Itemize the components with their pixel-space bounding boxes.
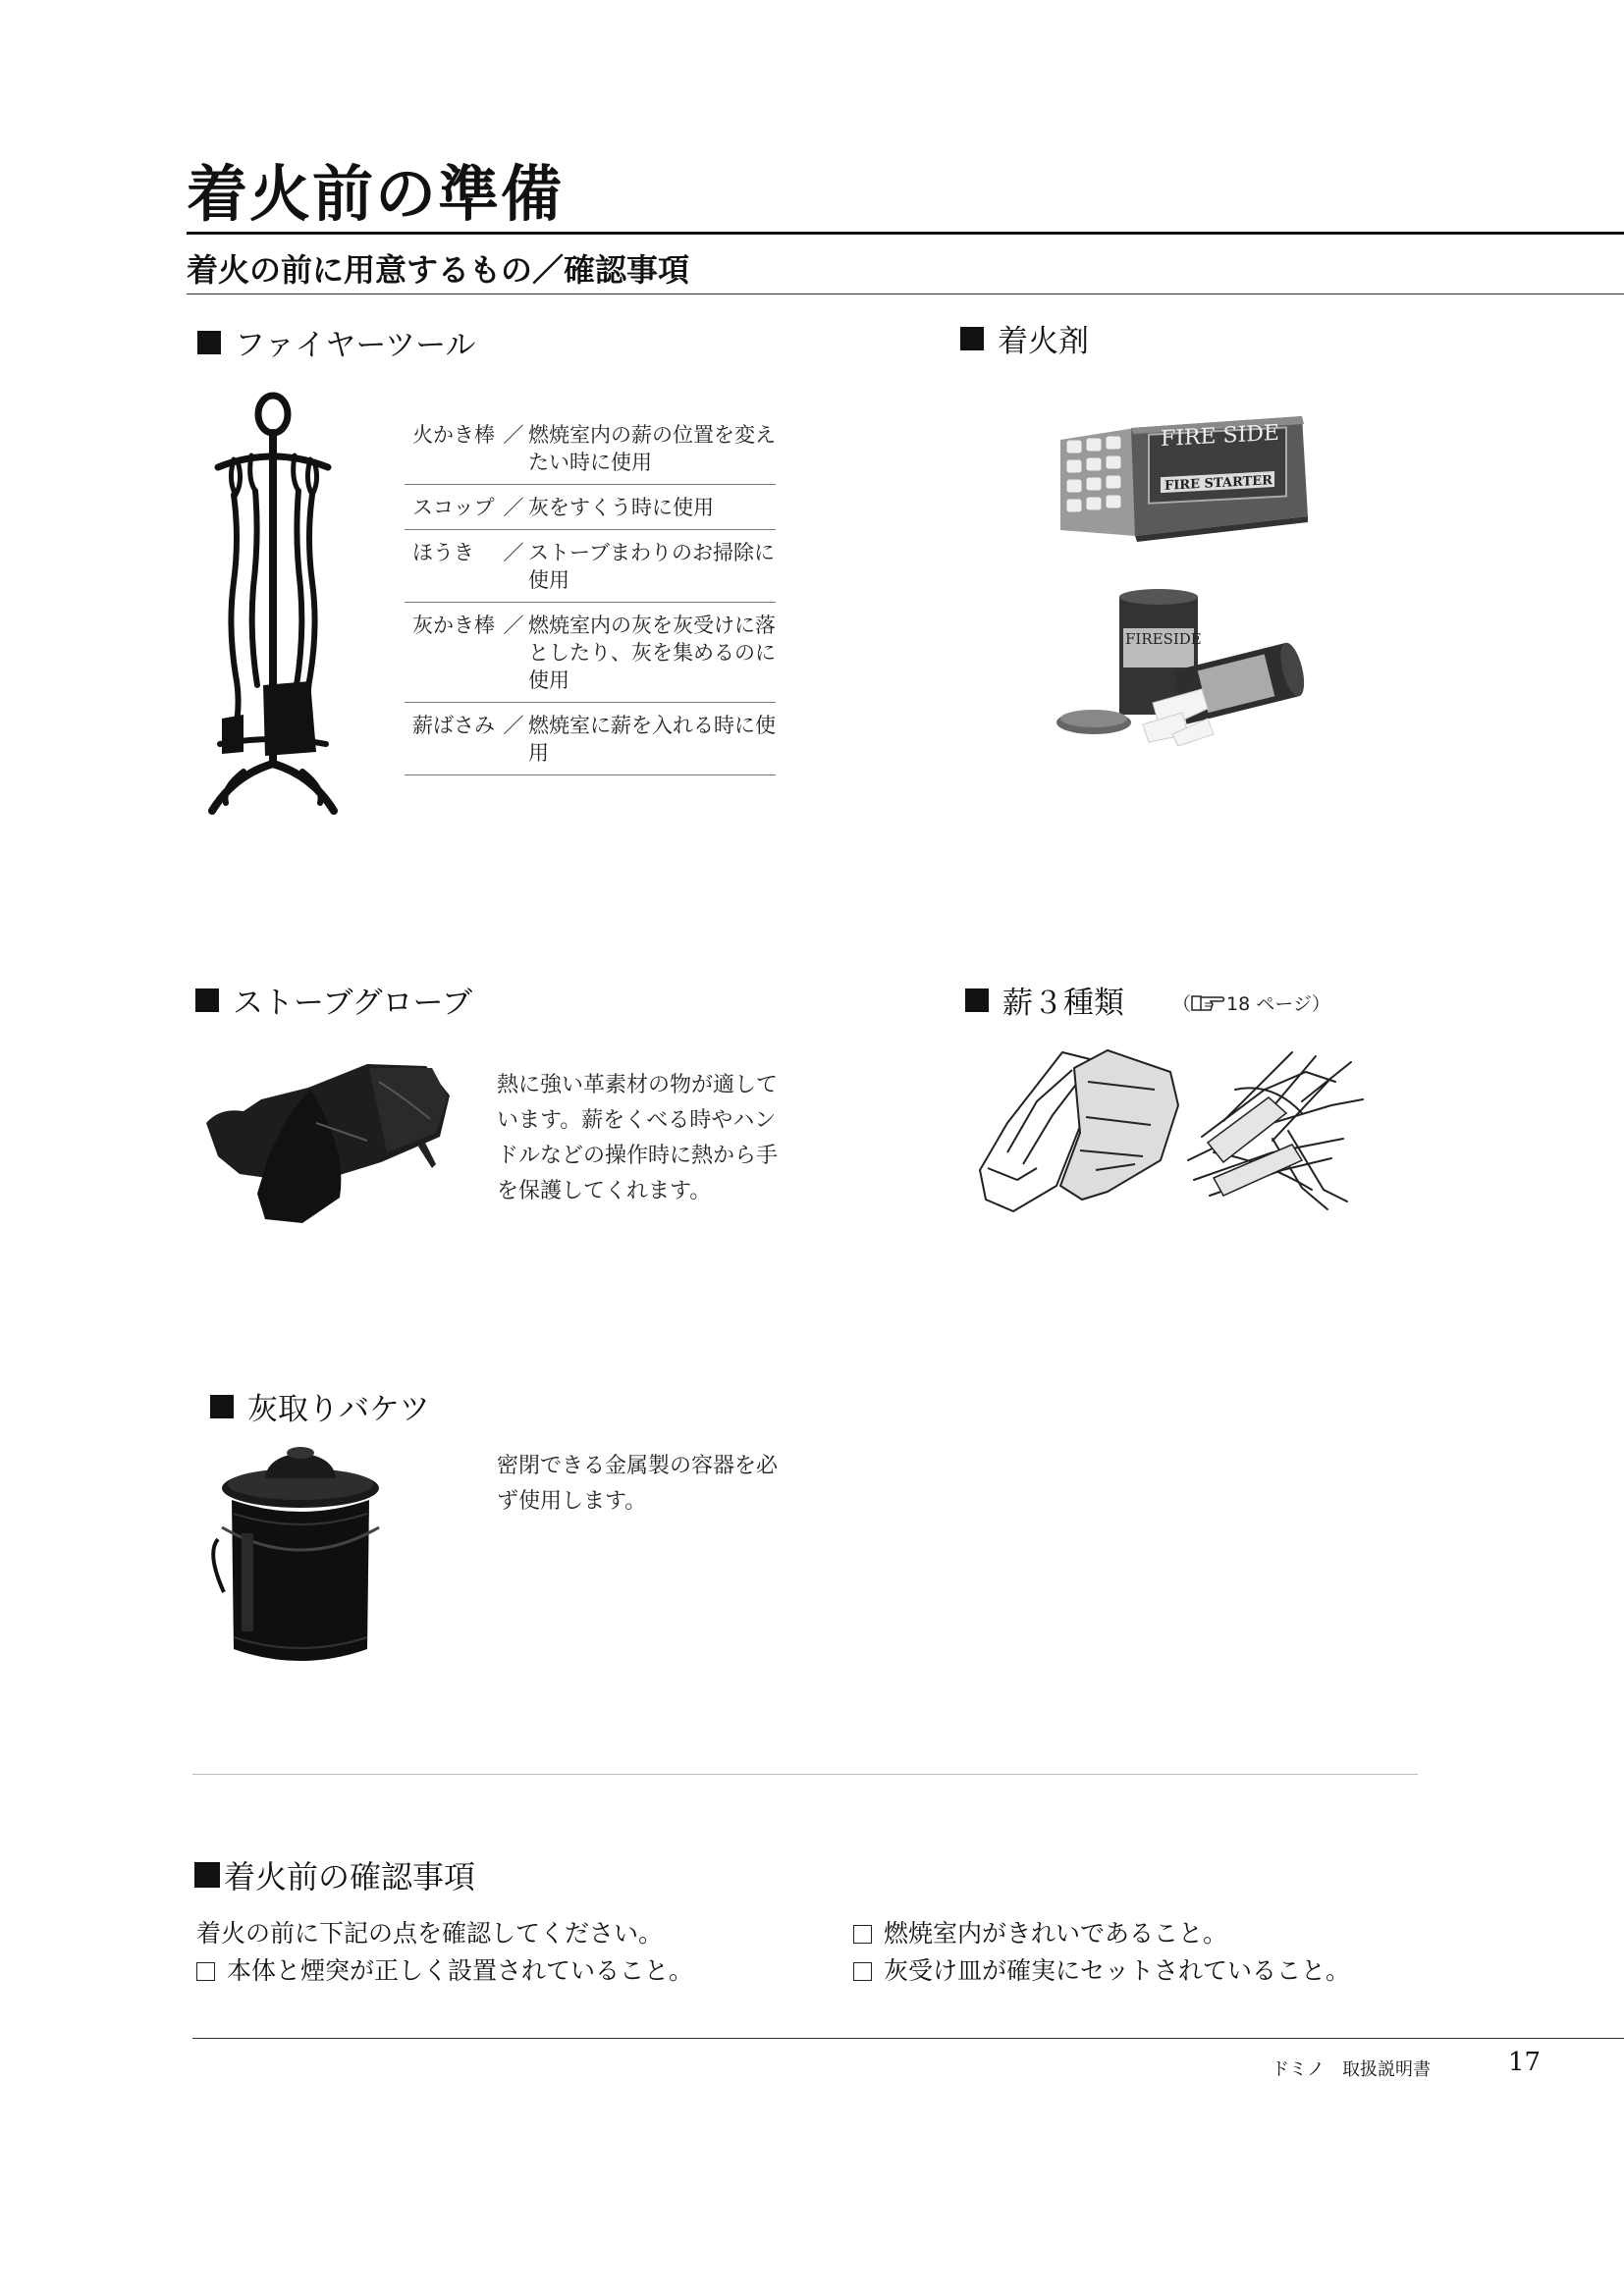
fire-tool-set-image [204, 391, 342, 825]
footer-rule [192, 2038, 1624, 2039]
checklist-item[interactable] [853, 1951, 1350, 1987]
tool-name: 灰かき棒 [412, 614, 495, 637]
title-rule [187, 232, 1624, 235]
checkbox-icon[interactable] [196, 1962, 215, 1981]
tool-row [405, 603, 776, 703]
ash-bucket-image [206, 1445, 383, 1667]
box-brand-text: FIRE SIDE [1161, 420, 1279, 453]
tool-description: 燃焼室内の灰を灰受けに落としたり、灰を集めるのに使用 [528, 614, 776, 692]
fire-tools-table [405, 412, 776, 775]
square-bullet-icon [194, 1862, 220, 1888]
glove-description: 熱に強い革素材の物が適しています。薪をくべる時やハンドルなどの操作時に熱から手を保護してくれます。 [497, 1073, 779, 1203]
confirm-heading [194, 1852, 475, 1897]
square-bullet-icon [195, 988, 219, 1012]
glove-heading [195, 978, 472, 1022]
tool-name: 火かき棒 [412, 423, 495, 447]
stove-glove-image [200, 1060, 458, 1227]
tool-description: ストーブまわりのお掃除に使用 [528, 541, 775, 592]
section-divider [192, 1774, 1418, 1775]
box-product-text: FIRE STARTER [1164, 473, 1272, 494]
tube-brand-text: FIRESIDE [1125, 630, 1202, 648]
tool-row [405, 703, 776, 775]
fire-starter-tube-image [1055, 587, 1310, 754]
ash-bucket-description: 密閉できる金属製の容器を必ず使用します。 [497, 1454, 779, 1514]
fire-tools-heading-text: ファイヤーツール [235, 328, 476, 363]
checklist-item[interactable] [853, 1914, 1227, 1949]
checklist-item-text: 燃焼室内がきれいであること。 [884, 1919, 1228, 1948]
square-bullet-icon [210, 1395, 234, 1418]
tool-description: 灰をすくう時に使用 [528, 496, 714, 519]
ref-page-text: 18 ページ） [1226, 993, 1330, 1015]
tool-description: 燃焼室内の薪の位置を変えたい時に使用 [528, 423, 776, 474]
checkbox-icon[interactable] [853, 1925, 872, 1944]
square-bullet-icon [965, 988, 989, 1012]
page-title: 着火前の準備 [187, 158, 565, 230]
pointing-hand-icon [1191, 993, 1226, 1013]
page-number: 17 [1508, 2048, 1542, 2077]
tool-name: スコップ [412, 496, 495, 519]
glove-heading-text: ストーブグローブ [233, 986, 472, 1021]
tool-separator: ／ [503, 714, 524, 737]
fire-tools-heading [197, 320, 476, 364]
page-reference[interactable] [1172, 989, 1330, 1016]
square-bullet-icon [960, 327, 984, 350]
tool-separator: ／ [503, 496, 524, 519]
ash-bucket-heading [210, 1384, 430, 1428]
checkbox-icon[interactable] [853, 1962, 872, 1981]
tool-separator: ／ [503, 614, 524, 637]
tool-row [405, 530, 776, 603]
square-bullet-icon [197, 331, 221, 354]
page-subtitle: 着火の前に用意するもの／確認事項 [187, 251, 690, 289]
fire-starter-box-image [1051, 410, 1316, 543]
checklist-item-text: 本体と煙突が正しく設置されていること。 [227, 1956, 694, 1985]
checklist-item[interactable] [196, 1951, 693, 1987]
tool-name: ほうき [412, 541, 474, 564]
tool-separator: ／ [503, 541, 524, 564]
confirm-intro: 着火の前に下記の点を確認してください。 [196, 1919, 664, 1948]
firewood-heading [965, 978, 1124, 1022]
tool-description: 燃焼室に薪を入れる時に使用 [528, 714, 776, 765]
tool-row [405, 412, 776, 485]
ash-bucket-heading-text: 灰取りバケツ [247, 1392, 430, 1427]
firewood-heading-text: 薪３種類 [1002, 986, 1124, 1021]
firewood-illustration [978, 1042, 1371, 1217]
tool-name: 薪ばさみ [412, 714, 495, 737]
tool-row [405, 485, 776, 530]
confirm-heading-text: 着火前の確認事項 [224, 1858, 476, 1896]
tool-separator: ／ [503, 423, 524, 447]
checklist-item-text: 灰受け皿が確実にセットされていること。 [884, 1956, 1351, 1985]
igniter-heading-text: 着火剤 [998, 324, 1089, 359]
igniter-heading [960, 316, 1089, 360]
footer-manual-title: ドミノ 取扱説明書 [1272, 2059, 1431, 2080]
ref-open-paren: （ [1172, 993, 1192, 1015]
